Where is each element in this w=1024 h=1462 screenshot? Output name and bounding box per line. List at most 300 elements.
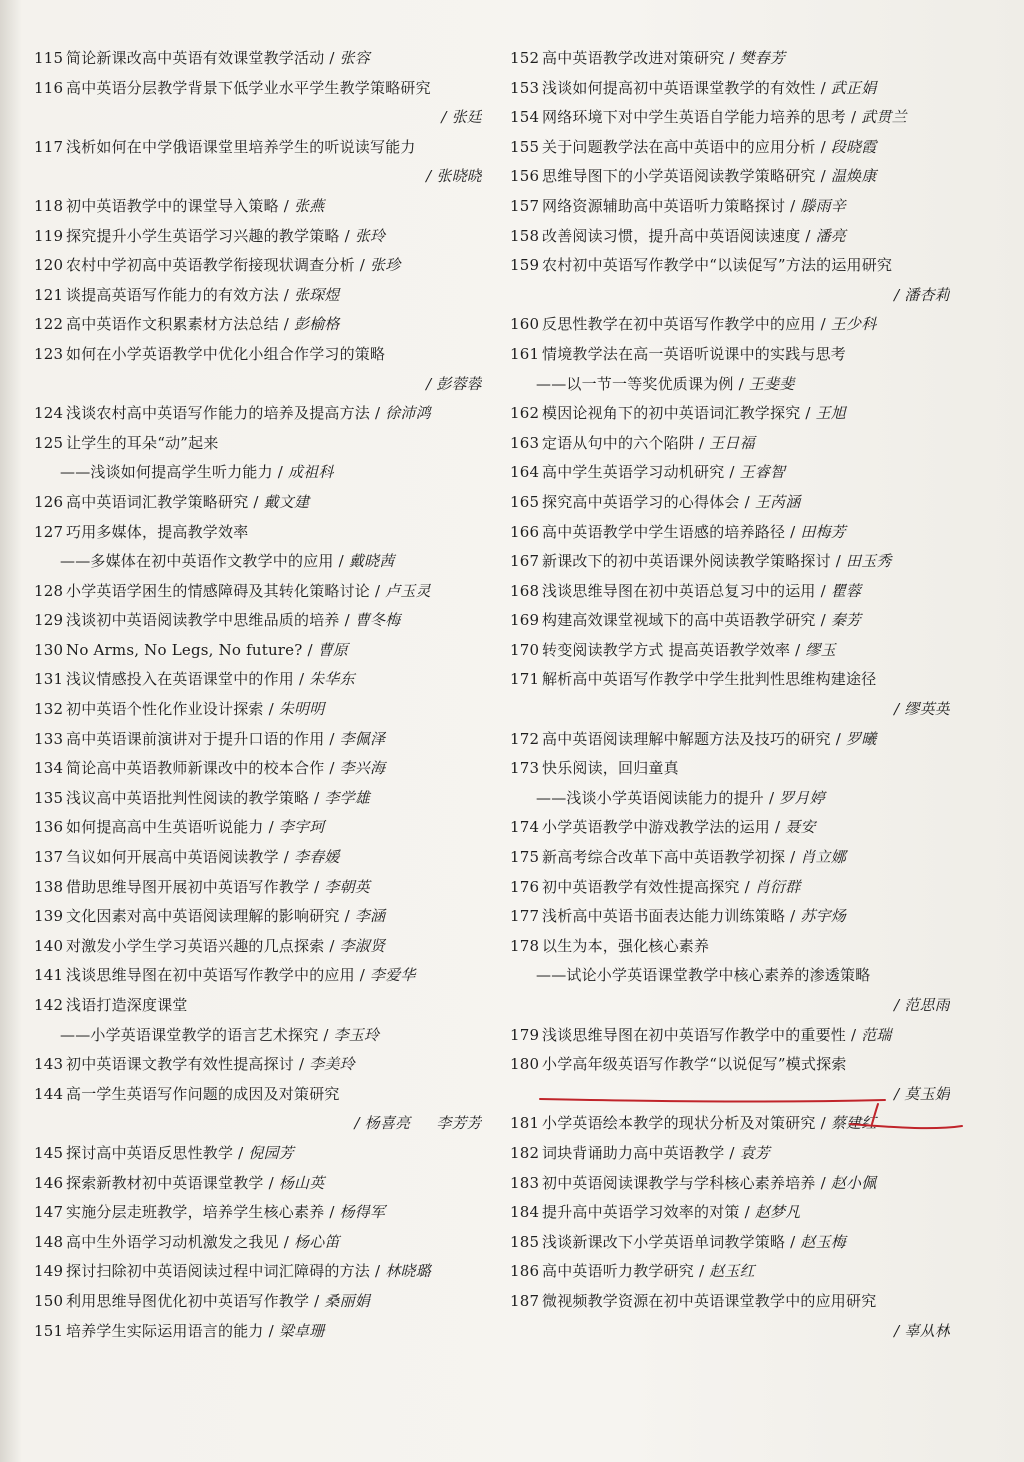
entry-number: 128 [34, 581, 64, 600]
entry-title: 定语从句中的六个陷阱 [542, 433, 695, 452]
list-item: 135 浅议高中英语批判性阅读的教学策略 / 李学雄 [34, 784, 482, 814]
entry-author: 彭蓉蓉 [436, 374, 482, 393]
entry-title: 模因论视角下的初中英语词汇教学探究 [542, 404, 801, 423]
author-line: / 范思雨 [894, 996, 950, 1014]
entry-number: 140 [34, 936, 64, 955]
entry-number: 117 [34, 137, 64, 156]
entry-author: 赵玉梅 [800, 1232, 847, 1251]
list-item: 138 借助思维导图开展初中英语写作教学 / 李朝英 [34, 873, 482, 903]
entry-number: 171 [510, 670, 540, 689]
list-item: 174 小学英语教学中游戏教学法的运用 / 聂安 [510, 813, 950, 843]
entry-number: 152 [510, 49, 540, 67]
entry-number: 181 [510, 1114, 540, 1133]
list-item: 119 探究提升小学生英语学习兴趣的教学策略 / 张玲 [34, 222, 482, 252]
entry-number: 142 [34, 996, 64, 1014]
entry-title: 浅谈初中英语阅读教学中思维品质的培养 [66, 611, 340, 630]
entry-author: 杨喜亮 [364, 1114, 411, 1133]
entry-author: 桑丽娟 [324, 1291, 371, 1310]
entry-number: 130 [34, 640, 64, 659]
entry-number: 150 [34, 1291, 64, 1310]
entry-title: 以生为本，强化核心素养 [542, 936, 710, 955]
list-item: 137 刍议如何开展高中英语阅读教学 / 李春媛 [34, 843, 482, 873]
list-item: 164 高中学生英语学习动机研究 / 王睿智 [510, 458, 950, 488]
list-item: 122 高中英语作文积累素材方法总结 / 彭榆格 [34, 310, 482, 340]
entry-number: 167 [510, 552, 540, 571]
list-item: 166 高中英语教学中学生语感的培养路径 / 田梅芳 [510, 518, 950, 548]
entry-author: 张晓晓 [436, 167, 482, 186]
entry-author: 段晓霞 [830, 137, 877, 156]
entry-author: 王少科 [830, 315, 877, 334]
entry-number: 137 [34, 848, 64, 867]
entry-title: 浅谈思维导图在初中英语总复习中的运用 [542, 581, 816, 600]
author-line: / 彭蓉蓉 [426, 374, 482, 393]
entry-title: 初中英语教学中的课堂导入策略 [66, 196, 279, 215]
entry-number: 168 [510, 581, 540, 600]
entry-title: 提升高中英语学习效率的对策 [542, 1203, 740, 1222]
entry-title: 思维导图下的小学英语阅读教学策略研究 [542, 167, 816, 186]
entry-title: 浅谈思维导图在初中英语写作教学中的应用 [66, 966, 355, 985]
list-item: 120 农村中学初高中英语教学衔接现状调查分析 / 张珍 [34, 251, 482, 281]
entry-author: 李美玲 [309, 1055, 355, 1074]
entry-author: 王斐斐 [748, 374, 795, 393]
entry-number: 187 [510, 1291, 540, 1310]
entry-number: 136 [34, 818, 64, 837]
list-item: 160 反思性教学在初中英语写作教学中的应用 / 王少科 [510, 310, 950, 340]
entry-number: 145 [34, 1143, 64, 1162]
entry-title: 高中学生英语学习动机研究 [542, 463, 725, 482]
entry-title: 浅语打造深度课堂 [66, 996, 188, 1014]
entry-number: 134 [34, 759, 64, 778]
entry-author: 蔡建红 [830, 1114, 877, 1133]
list-item: 136 如何提高高中生英语听说能力 / 李宇珂 [34, 813, 482, 843]
entry-number: 162 [510, 404, 540, 423]
list-item: 131 浅议情感投入在英语课堂中的作用 / 朱华东 [34, 665, 482, 695]
entry-author: 彭榆格 [294, 315, 340, 334]
entry-title: 高中英语教学改进对策研究 [542, 49, 725, 67]
list-item: 153 浅谈如何提高初中英语课堂教学的有效性 / 武正娟 [510, 74, 950, 104]
entry-author: 王睿智 [739, 463, 786, 482]
entry-number: 173 [510, 759, 540, 778]
entry-title: 解析高中英语写作教学中学生批判性思维构建途径 [542, 670, 877, 689]
entry-title: 小学高年级英语写作教学“以说促写”模式探索 [542, 1055, 847, 1074]
list-item: ——多媒体在初中英语作文教学中的应用 / 戴晓茜 [60, 552, 395, 571]
list-item: 165 探究高中英语学习的心得体会 / 王芮涵 [510, 488, 950, 518]
entry-number: 164 [510, 463, 540, 482]
entry-title: 浅谈思维导图在初中英语写作教学中的重要性 [542, 1025, 847, 1044]
list-item: 168 浅谈思维导图在初中英语总复习中的运用 / 瞿蓉 [510, 577, 950, 607]
entry-title: 浅析高中英语书面表达能力训练策略 [542, 907, 786, 926]
entry-author: 罗月婷 [779, 788, 825, 807]
entry-number: 179 [510, 1025, 540, 1044]
list-item [34, 991, 482, 1021]
entry-number: 124 [34, 404, 64, 423]
entry-author: 肖衍群 [754, 877, 801, 896]
entry-author: 戴晓茜 [348, 552, 395, 571]
entry-number: 125 [34, 433, 64, 452]
entry-number: 178 [510, 936, 540, 955]
author-line: / 张晓晓 [426, 167, 482, 186]
entry-author: 聂安 [785, 818, 816, 837]
list-item [510, 961, 950, 991]
list-item: 143 初中英语课文教学有效性提高探讨 / 李美玲 [34, 1050, 482, 1080]
list-item: 149 探讨扫除初中英语阅读过程中词汇障碍的方法 / 林晓璐 [34, 1257, 482, 1287]
entry-number: 121 [34, 285, 64, 304]
entry-author: 张燕 [294, 196, 325, 215]
entry-author: 潘亮 [815, 226, 847, 245]
entry-number: 123 [34, 344, 64, 363]
entry-title: 高中英语教学中学生语感的培养路径 [542, 522, 786, 541]
list-item: 124 浅谈农村高中英语写作能力的培养及提高方法 / 徐沛鸿 [34, 399, 482, 429]
entry-title: 培养学生实际运用语言的能力 [66, 1321, 264, 1340]
entry-author: 缪玉 [805, 640, 836, 659]
list-item: 185 浅谈新课改下小学英语单词教学策略 / 赵玉梅 [510, 1228, 950, 1258]
entry-author: 武贯兰 [861, 108, 907, 127]
entry-title: 农村中学初高中英语教学衔接现状调查分析 [66, 256, 355, 275]
list-item [510, 932, 950, 962]
entry-author: 李玉玲 [333, 1025, 380, 1044]
entry-number: 118 [34, 196, 64, 215]
entry-author: 张琛煜 [294, 285, 340, 304]
entry-author: 滕雨辛 [800, 196, 847, 215]
entry-number: 135 [34, 788, 64, 807]
entry-title: 构建高效课堂视域下的高中英语教学研究 [542, 611, 816, 630]
entry-title: 浅谈农村高中英语写作能力的培养及提高方法 [66, 404, 371, 423]
entry-title: 初中英语课文教学有效性提高探讨 [66, 1055, 295, 1074]
list-item: 158 改善阅读习惯，提升高中英语阅读速度 / 潘亮 [510, 222, 950, 252]
entry-subtitle: ——试论小学英语课堂教学中核心素养的渗透策略 [536, 966, 871, 985]
entry-number: 131 [34, 670, 64, 689]
entry-author: 赵小佩 [830, 1173, 877, 1192]
entry-title: 如何提高高中生英语听说能力 [66, 818, 264, 837]
entry-number: 166 [510, 522, 540, 541]
list-item [34, 133, 482, 163]
list-item: 126 高中英语词汇教学策略研究 / 戴文建 [34, 488, 482, 518]
entry-title: 探索新教材初中英语课堂教学 [66, 1173, 264, 1192]
list-item: 134 简论高中英语教师新课改中的校本合作 / 李兴海 [34, 754, 482, 784]
entry-author: 温焕康 [830, 167, 877, 186]
list-item: 177 浅析高中英语书面表达能力训练策略 / 苏宇炀 [510, 902, 950, 932]
list-item: 132 初中英语个性化作业设计探索 / 朱明明 [34, 695, 482, 725]
list-item: ——小学英语课堂教学的语言艺术探究 / 李玉玲 [60, 1025, 380, 1044]
entry-author: 李朝英 [324, 877, 371, 896]
list-item: 146 探索新教材初中英语课堂教学 / 杨山英 [34, 1169, 482, 1199]
entry-author: 戴文建 [263, 492, 310, 511]
entry-number: 182 [510, 1143, 540, 1162]
entry-number: 163 [510, 433, 540, 452]
entry-number: 147 [34, 1203, 64, 1222]
author-line: / 莫玉娟 [894, 1084, 950, 1103]
entry-subtitle: ——多媒体在初中英语作文教学中的应用 [60, 552, 334, 571]
entry-number: 122 [34, 315, 64, 334]
entry-author: 杨得军 [339, 1203, 386, 1222]
entry-author: 缪英英 [904, 700, 950, 719]
entry-title: 高中英语课前演讲对于提升口语的作用 [66, 729, 325, 748]
entry-title: 对激发小学生学习英语兴趣的几点探索 [66, 936, 325, 955]
entry-number: 144 [34, 1084, 64, 1103]
entry-title: 探讨扫除初中英语阅读过程中词汇障碍的方法 [66, 1262, 371, 1281]
entry-title: 微视频教学资源在初中英语课堂教学中的应用研究 [542, 1291, 877, 1310]
entry-title: 高一学生英语写作问题的成因及对策研究 [66, 1084, 340, 1103]
entry-number: 158 [510, 226, 540, 245]
entry-title: 如何在小学英语教学中优化小组合作学习的策略 [66, 344, 386, 363]
list-item: 148 高中生外语学习动机激发之我见 / 杨心笛 [34, 1228, 482, 1258]
entry-number: 120 [34, 256, 64, 275]
entry-title: 改善阅读习惯，提升高中英语阅读速度 [542, 226, 801, 245]
list-item [510, 1287, 950, 1317]
entry-author: 杨山英 [278, 1173, 325, 1192]
author-line: / 张廷 [441, 108, 482, 127]
entry-number: 138 [34, 877, 64, 896]
entry-title: 实施分层走班教学，培养学生核心素养 [66, 1203, 325, 1222]
entry-author: 苏宇炀 [800, 907, 847, 926]
entry-number: 119 [34, 226, 64, 245]
entry-number: 180 [510, 1055, 540, 1074]
list-item: 118 初中英语教学中的课堂导入策略 / 张燕 [34, 192, 482, 222]
list-item: ——以一节一等奖优质课为例 / 王斐斐 [536, 374, 795, 393]
entry-number: 156 [510, 167, 540, 186]
entry-number: 143 [34, 1055, 64, 1074]
entry-title: 转变阅读教学方式 提高英语教学效率 [542, 640, 791, 659]
entry-author: 樊春芳 [739, 49, 786, 67]
entry-author: 林晓璐 [385, 1262, 431, 1281]
entry-title: 谈提高英语写作能力的有效方法 [66, 285, 279, 304]
entry-author: 成祖科 [288, 463, 334, 482]
entry-number: 116 [34, 78, 64, 97]
entry-number: 151 [34, 1321, 64, 1340]
entry-number: 127 [34, 522, 64, 541]
list-item: 169 构建高效课堂视域下的高中英语教学研究 / 秦芳 [510, 606, 950, 636]
entry-title: 高中英语分层教学背景下低学业水平学生教学策略研究 [66, 78, 431, 97]
entry-title: 探究提升小学生英语学习兴趣的教学策略 [66, 226, 340, 245]
list-item [34, 1080, 482, 1110]
entry-author: 罗曦 [846, 729, 877, 748]
entry-number: 177 [510, 907, 540, 926]
list-item: 176 初中英语教学有效性提高探究 / 肖衍群 [510, 873, 950, 903]
entry-author: 曹原 [317, 640, 349, 659]
list-item [510, 251, 950, 281]
entry-number: 185 [510, 1232, 540, 1251]
entry-author: 李爱华 [370, 966, 416, 985]
entry-title: 高中英语听力教学研究 [542, 1262, 695, 1281]
entry-author: 辜从林 [904, 1321, 950, 1340]
entry-title: 反思性教学在初中英语写作教学中的应用 [542, 315, 816, 334]
entry-number: 172 [510, 729, 540, 748]
entry-title: 刍议如何开展高中英语阅读教学 [66, 848, 279, 867]
list-item [510, 665, 950, 695]
entry-subtitle: ——浅谈如何提高学生听力能力 [60, 463, 273, 482]
entry-number: 159 [510, 256, 540, 275]
list-item: 170 转变阅读教学方式 提高英语教学效率 / 缪玉 [510, 636, 950, 666]
entry-number: 175 [510, 848, 540, 867]
entry-subtitle: ——小学英语课堂教学的语言艺术探究 [60, 1025, 319, 1044]
list-item: 133 高中英语课前演讲对于提升口语的作用 / 李佩泽 [34, 725, 482, 755]
entry-author: 李春媛 [294, 848, 340, 867]
list-item [34, 340, 482, 370]
list-item: 181 小学英语绘本教学的现状分析及对策研究 / 蔡建红 [510, 1109, 950, 1139]
list-item: 163 定语从句中的六个陷阱 / 王日福 [510, 429, 950, 459]
entry-title: 让学生的耳朵“动”起来 [66, 433, 219, 452]
entry-author: 武正娟 [830, 78, 877, 97]
list-item [34, 518, 482, 548]
entry-author: 王旭 [815, 404, 847, 423]
entry-author: 秦芳 [830, 611, 862, 630]
entry-author: 莫玉娟 [904, 1084, 950, 1103]
entry-title: 小学英语学困生的情感障碍及其转化策略讨论 [66, 581, 371, 600]
entry-title: 借助思维导图开展初中英语写作教学 [66, 877, 310, 896]
entry-title: 利用思维导图优化初中英语写作教学 [66, 1291, 310, 1310]
entry-author: 潘杏莉 [904, 285, 950, 304]
entry-author: 田玉秀 [846, 552, 892, 571]
entry-subtitle: ——以一节一等奖优质课为例 [536, 374, 734, 393]
entry-number: 133 [34, 729, 64, 748]
entry-number: 115 [34, 49, 64, 67]
entry-title: 浅议高中英语批判性阅读的教学策略 [66, 788, 310, 807]
entry-author: 张珍 [370, 256, 401, 275]
entry-title: 初中英语阅读课教学与学科核心素养培养 [542, 1173, 816, 1192]
entry-author: 瞿蓉 [830, 581, 862, 600]
list-item: 182 词块背诵助力高中英语教学 / 袁芳 [510, 1139, 950, 1169]
entry-title: 网络资源辅助高中英语听力策略探讨 [542, 196, 786, 215]
entry-author: 王芮涵 [754, 492, 801, 511]
list-item: 157 网络资源辅助高中英语听力策略探讨 / 滕雨辛 [510, 192, 950, 222]
list-item: 150 利用思维导图优化初中英语写作教学 / 桑丽娟 [34, 1287, 482, 1317]
entry-author: 田梅芳 [800, 522, 847, 541]
entry-title: 高中英语词汇教学策略研究 [66, 492, 249, 511]
list-item [510, 1050, 950, 1080]
list-item [510, 340, 950, 370]
list-item: 186 高中英语听力教学研究 / 赵玉红 [510, 1257, 950, 1287]
entry-title: 简论高中英语教师新课改中的校本合作 [66, 759, 325, 778]
entry-author: 卢玉灵 [385, 581, 431, 600]
list-item: ——浅谈小学英语阅读能力的提升 / 罗月婷 [536, 788, 825, 807]
entry-title: 浅谈如何提高初中英语课堂教学的有效性 [542, 78, 816, 97]
list-item: 154 网络环境下对中学生英语自学能力培养的思考 / 武贯兰 [510, 103, 950, 133]
list-item: 175 新高考综合改革下高中英语教学初探 / 肖立娜 [510, 843, 950, 873]
entry-title: 新高考综合改革下高中英语教学初探 [542, 848, 786, 867]
entry-number: 141 [34, 966, 64, 985]
entry-title: 简论新课改高中英语有效课堂教学活动 [66, 49, 325, 67]
entry-number: 165 [510, 492, 540, 511]
entry-title: 词块背诵助力高中英语教学 [542, 1143, 725, 1162]
list-item [34, 429, 482, 459]
entry-author: 朱明明 [278, 700, 325, 719]
list-item: 167 新课改下的初中英语课外阅读教学策略探讨 / 田玉秀 [510, 547, 950, 577]
entry-author: 朱华东 [309, 670, 355, 689]
entry-author: 梁卓珊 [278, 1321, 325, 1340]
entry-title: 探讨高中英语反思性教学 [66, 1143, 234, 1162]
right-column [510, 44, 950, 1346]
entry-title: 快乐阅读，回归童真 [542, 759, 679, 778]
author-line: / 缪英英 [894, 700, 950, 719]
left-column [34, 44, 482, 1346]
entry-title: 高中生外语学习动机激发之我见 [66, 1232, 279, 1251]
list-item: 140 对激发小学生学习英语兴趣的几点探索 / 李淑贤 [34, 932, 482, 962]
entry-title: 关于问题教学法在高中英语中的应用分析 [542, 137, 816, 156]
entry-number: 186 [510, 1262, 540, 1281]
entry-title: 网络环境下对中学生英语自学能力培养的思考 [542, 108, 847, 127]
entry-title: No Arms, No Legs, No future? [66, 640, 303, 659]
entry-title: 新课改下的初中英语课外阅读教学策略探讨 [542, 552, 831, 571]
entry-number: 183 [510, 1173, 540, 1192]
entry-author: 赵玉红 [709, 1262, 755, 1281]
entry-number: 155 [510, 137, 540, 156]
list-item: 129 浅谈初中英语阅读教学中思维品质的培养 / 曹冬梅 [34, 606, 482, 636]
entry-title: 初中英语教学有效性提高探究 [542, 877, 740, 896]
entry-number: 184 [510, 1203, 540, 1222]
entry-author: 张容 [339, 49, 371, 67]
entry-number: 160 [510, 315, 540, 334]
entry-title: 农村初中英语写作教学中“以读促写”方法的运用研究 [542, 256, 893, 275]
entry-number: 129 [34, 611, 64, 630]
list-item: 162 模因论视角下的初中英语词汇教学探究 / 王旭 [510, 399, 950, 429]
entry-author: 李佩泽 [339, 729, 386, 748]
entry-title: 巧用多媒体，提高教学效率 [66, 522, 249, 541]
entry-title: 小学英语教学中游戏教学法的运用 [542, 818, 771, 837]
entry-author: 李淑贤 [339, 936, 386, 955]
author-line: / 杨喜亮 李芳芳 [354, 1114, 482, 1133]
entry-title: 文化因素对高中英语阅读理解的影响研究 [66, 907, 340, 926]
entry-author: 张玲 [354, 226, 386, 245]
entry-title: 小学英语绘本教学的现状分析及对策研究 [542, 1114, 816, 1133]
list-item: 139 文化因素对高中英语阅读理解的影响研究 / 李涵 [34, 902, 482, 932]
entry-author: 李芳芳 [436, 1114, 482, 1133]
entry-number: 132 [34, 700, 64, 719]
entry-author: 范思雨 [904, 996, 950, 1014]
entry-author: 李兴海 [339, 759, 386, 778]
list-item: 183 初中英语阅读课教学与学科核心素养培养 / 赵小佩 [510, 1169, 950, 1199]
list-item: 115 简论新课改高中英语有效课堂教学活动 / 张容 [34, 44, 482, 74]
list-item: 152 高中英语教学改进对策研究 / 樊春芳 [510, 44, 950, 74]
entry-author: 赵梦凡 [754, 1203, 801, 1222]
entry-title: 探究高中英语学习的心得体会 [542, 492, 740, 511]
entry-number: 169 [510, 611, 540, 630]
entry-author: 肖立娜 [800, 848, 847, 867]
entry-number: 146 [34, 1173, 64, 1192]
entry-author: 李涵 [354, 907, 386, 926]
entry-title: 浅议情感投入在英语课堂中的作用 [66, 670, 295, 689]
entry-number: 154 [510, 108, 540, 127]
entry-author: 杨心笛 [294, 1232, 340, 1251]
entry-author: 范瑞 [861, 1025, 892, 1044]
entry-title: 高中英语阅读理解中解题方法及技巧的研究 [542, 729, 831, 748]
entry-author: 徐沛鸿 [385, 404, 431, 423]
entry-author: 李学雄 [324, 788, 371, 807]
entry-subtitle: ——浅谈小学英语阅读能力的提升 [536, 788, 765, 807]
list-item [510, 754, 950, 784]
list-item: 172 高中英语阅读理解中解题方法及技巧的研究 / 罗曦 [510, 725, 950, 755]
entry-number: 149 [34, 1262, 64, 1281]
author-line: / 潘杏莉 [894, 285, 950, 304]
entry-author: 王日福 [709, 433, 755, 452]
list-item: 151 培养学生实际运用语言的能力 / 梁卓珊 [34, 1317, 482, 1347]
entry-author: 张廷 [451, 108, 482, 127]
entry-title: 情境教学法在高一英语听说课中的实践与思考 [542, 344, 847, 363]
entry-number: 126 [34, 492, 64, 511]
entry-number: 174 [510, 818, 540, 837]
list-item: 145 探讨高中英语反思性教学 / 倪园芳 [34, 1139, 482, 1169]
entry-number: 153 [510, 78, 540, 97]
list-item: 147 实施分层走班教学，培养学生核心素养 / 杨得军 [34, 1198, 482, 1228]
list-item: 155 关于问题教学法在高中英语中的应用分析 / 段晓霞 [510, 133, 950, 163]
entry-number: 148 [34, 1232, 64, 1251]
entry-author: 袁芳 [739, 1143, 771, 1162]
list-item: 128 小学英语学困生的情感障碍及其转化策略讨论 / 卢玉灵 [34, 577, 482, 607]
entry-number: 139 [34, 907, 64, 926]
list-item: 130 No Arms, No Legs, No future? / 曹原 [34, 636, 482, 666]
entry-number: 161 [510, 344, 540, 363]
entry-author: 倪园芳 [248, 1143, 295, 1162]
list-item: ——浅谈如何提高学生听力能力 / 成祖科 [60, 463, 334, 482]
